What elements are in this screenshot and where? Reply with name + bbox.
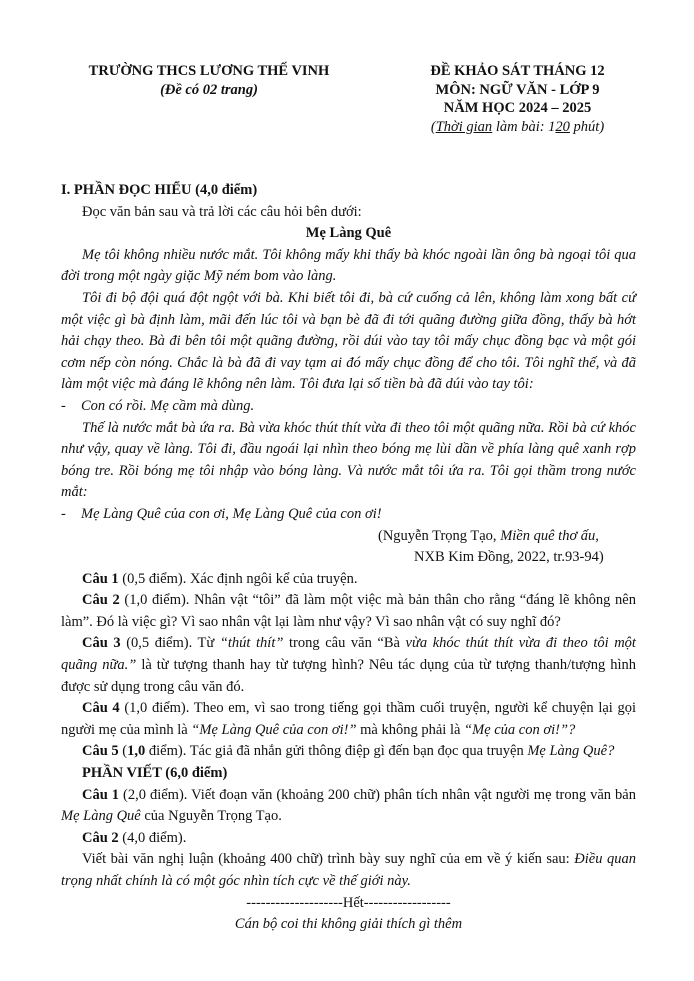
exam-content xyxy=(61,180,636,936)
question-text: của Nguyễn Trọng Tạo. xyxy=(140,808,282,825)
question-label: Câu 5 xyxy=(82,743,119,760)
writing-question-2 xyxy=(61,828,636,850)
question-4 xyxy=(61,698,636,741)
dash-mark: - xyxy=(61,397,66,414)
question-text: (1,0 điểm). Nhân vật “tôi” đã làm một việc mà bản thân cho rằng “đáng lẽ không nên làm”. Đó là việc gì? Vì sao nhân vật lại làm như vậy? Vì sao nhân vật có suy nghĩ đó? xyxy=(61,592,636,630)
header-right xyxy=(395,62,640,136)
exam-title: ĐỀ KHẢO SÁT THÁNG 12 xyxy=(430,63,605,79)
question-label: Câu 2 xyxy=(82,829,119,846)
question-text: (0,5 điểm). Xác định ngôi kể của truyện. xyxy=(118,570,358,587)
subject: MÔN: NGỮ VĂN - LỚP 9 xyxy=(435,81,600,98)
header-left xyxy=(64,62,354,99)
writing-question-2-body xyxy=(61,849,636,892)
story-paragraph-1: Mẹ tôi không nhiều nước mắt. Tôi không mấy khi thấy bà khóc ngoài lần ông bà ngoại tôi qua đời trong một ngày giặc Mỹ ném bom vào làng. xyxy=(61,246,636,285)
question-text: (4,0 điểm). xyxy=(118,829,187,846)
question-text: trong câu văn “Bà xyxy=(283,635,406,652)
time-value: 20 xyxy=(555,118,570,135)
question-quote: Mẹ Làng Quê xyxy=(61,808,141,825)
citation-book: Miền quê thơ ấu, xyxy=(500,527,599,544)
dialogue-line-1 xyxy=(61,396,636,418)
story-paragraph-3: Thế là nước mắt bà ứa ra. Bà vừa khóc thút thít vừa đi theo tôi một quãng nữa. Rồi bà cứ khóc như vậy, quay về làng. Tôi đi, đầu ngoái lại nhìn theo bóng mẹ lùi dần về phía làng quê xanh rợp bóng tre. Rồi bóng mẹ tôi nhập vào bóng làng. Và nước mắt tôi ứa ra. Tôi gọi thầm trong nước mắt: xyxy=(61,419,636,501)
question-quote: Điều quan trọng nhất chính là có một góc nhìn tích cực về thế giới này. xyxy=(61,851,636,889)
question-quote: vừa khóc thút thít vừa đi theo tôi một quãng nữa.” xyxy=(61,635,636,674)
citation-author: (Nguyễn Trọng Tạo, xyxy=(378,527,501,544)
time-close: phút) xyxy=(569,118,605,135)
question-text: (0,5 điểm). Từ xyxy=(120,635,220,652)
reading-instruction: Đọc văn bản sau và trả lời các câu hỏi bên dưới: xyxy=(82,203,362,220)
school-year: NĂM HỌC 2024 – 2025 xyxy=(443,100,592,116)
proctor-note: Cán bộ coi thi không giải thích gì thêm xyxy=(234,916,463,933)
story-title: Mẹ Làng Quê xyxy=(305,225,392,242)
writing-question-1 xyxy=(61,785,636,828)
question-2 xyxy=(61,590,636,633)
pages-note: (Đề có 02 trang) xyxy=(160,81,258,98)
story-paragraph-2: Tôi đi bộ đội quá đột ngột với bà. Khi biết tôi đi, bà cứ cuống cả lên, không làm xong bất cứ một việc gì bà định làm, mãi đến lúc tôi và bạn bè đã đi tới quãng đường giữa đồng, thấy bà hớt hải chạy theo. Bà đi bên tôi một quãng đường, rồi dúi vào tay tôi mấy chục đồng bạc và một gói cơm nếp còn nóng. Chắc là bà đã đi vay tạm ai đó mấy chục đồng để cho tôi. Tôi nghĩ thế, và đã làm một việc mà đáng lẽ không nên làm. Tôi đưa lại số tiền bà đã dúi vào tay tôi: xyxy=(61,289,636,393)
time-mid: làm bài: 1 xyxy=(492,118,556,135)
question-text: điểm). Tác giả đã nhắn gửi thông điệp gì đến bạn đọc qua truyện xyxy=(145,743,528,760)
question-score: 1,0 xyxy=(127,743,146,760)
dialogue-line-2 xyxy=(61,504,636,526)
question-text: Viết bài văn nghị luận (khoảng 400 chữ) trình bày suy nghĩ của em về ý kiến sau: xyxy=(82,851,575,868)
question-quote: “Mẹ của con ơi!”? xyxy=(464,721,576,738)
question-1 xyxy=(61,569,636,591)
question-label: Câu 2 xyxy=(82,592,120,609)
question-5 xyxy=(61,741,636,763)
dash-mark: - xyxy=(61,505,66,522)
time-allowed xyxy=(395,118,640,137)
question-label: Câu 4 xyxy=(82,700,120,717)
question-quote: Mẹ Làng Quê? xyxy=(527,743,615,760)
question-3 xyxy=(61,633,636,698)
question-quote: “Mẹ Làng Quê của con ơi!” xyxy=(191,721,357,738)
dialogue-text: Mẹ Làng Quê của con ơi, Mẹ Làng Quê của con ơi! xyxy=(81,505,382,522)
question-text: ( xyxy=(118,743,128,760)
question-text: mà không phải là xyxy=(356,721,465,738)
question-label: Câu 3 xyxy=(82,635,121,652)
question-label: Câu 1 xyxy=(82,570,119,587)
question-quote: “thút thít” xyxy=(219,635,284,652)
question-text: (1,0 điểm). Theo em, vì sao trong tiếng gọi thầm cuối truyện, người kể chuyện lại gọi người mẹ của mình là xyxy=(61,700,636,738)
end-mark: --------------------Hết------------------ xyxy=(246,894,451,911)
dialogue-text: Con có rồi. Mẹ cầm mà dùng. xyxy=(81,397,255,414)
time-label: Thời gian xyxy=(435,118,493,135)
school-name: TRƯỜNG THCS LƯƠNG THẾ VINH xyxy=(88,63,330,79)
citation-line-2: NXB Kim Đồng, 2022, tr.93-94) xyxy=(414,549,604,566)
question-text: là từ tượng thanh hay từ tượng hình? Nêu tác dụng của từ tượng thanh/tượng hình được sử dụng trong câu văn đó. xyxy=(61,657,636,695)
time-open: ( xyxy=(430,118,436,135)
question-text: (2,0 điểm). Viết đoạn văn (khoảng 200 chữ) phân tích nhân vật người mẹ trong văn bản xyxy=(119,786,636,803)
question-label: Câu 1 xyxy=(82,786,120,803)
writing-heading: PHẦN VIẾT (6,0 điểm) xyxy=(82,765,228,782)
reading-heading: I. PHẦN ĐỌC HIỂU (4,0 điểm) xyxy=(61,182,258,198)
citation-line-1 xyxy=(61,526,636,548)
